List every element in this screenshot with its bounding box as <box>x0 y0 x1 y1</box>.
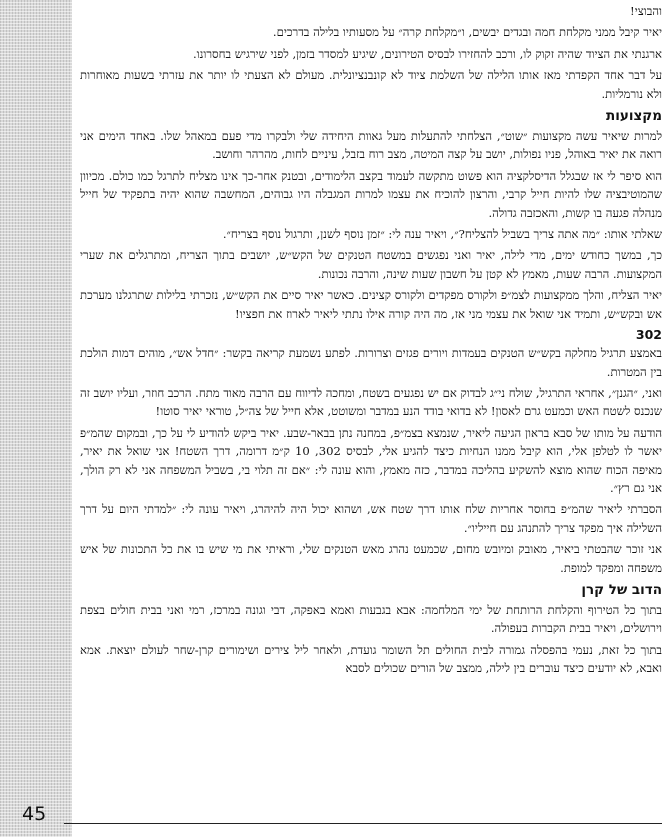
paragraph: הודעה על מותו של סבא בראון הגיעה ליאיר, שנמצא בצמ״פ, במחנה נתן בבאר-שבע. יאיר ביקש להודיע לי על כך, ובמקום שהמ״פ יאשר לו לטלפן אלי, הוא קיבל ממנו הנחיות כיצד להגיע אלי, לבסיס 302, 10 ק״מ דרומה, דרך השטח! אני שואל את יאיר, מאיפה הכוח שהוא מוצא להשקיע בהליכה במדבר, כזה מאמץ, והוא עונה לי: ״אם זה תלוי בי, בשביל המשפחה אני לא רק הולך, אני גם רץ״. <box>80 425 662 495</box>
paragraph: כך, במשך כחודש ימים, מדי לילה, יאיר ואני נפגשים במשטח הטנקים של הקש״ש, יושבים בתוך הצריח, ומתרגלים את שערי המקצועות. הרבה שעות, מאמץ לא קטן על חשבון שעות שינה, והרבה נכונות. <box>80 248 662 281</box>
footer-rule <box>64 823 662 824</box>
paragraph: הסברתי ליאיר שהמ״פ בחוסר אחריות שלח אותו דרך שטח אש, ושהוא יכול היה להיהרג, ויאיר עונה לי: ״למדתי היום על דרך השלילה איך מפקד צריך להתנהג עם חייליו״. <box>80 502 662 535</box>
paragraph: על דבר אחד הקפדתי מאז אותו הלילה של השלמת ציוד לא קונבנציונלית. מעולם לא הצעתי לו יותר את עזרתי בשעות מאוחרות ולא נורמליות. <box>80 68 662 101</box>
page-text-body <box>80 2 662 792</box>
page-number: 45 <box>22 803 47 825</box>
paragraph: ואני, ״הגנן״, אחראי התרגיל, שולח ני״ג לבדוק אם יש נפגעים בשטח, ומחכה לדיווח עם הרבה מאוד מתח. הרכב חוזר, ועליו יושב זה שנכנס לשטח האש וכמעט גרם לאסון! לא בדואי בודד הנע במדבר ומשוטט, אלא חייל של צה״ל, טוראי יאיר סוטו! <box>80 385 662 419</box>
paragraph: בתוך כל הטירוף והקלחת הרותחת של ימי המלחמה: אבא בגבעות ואמא באפקה, דבי וגונה במרכז, רמי ואני בבית חולים בצפת וירושלים, ויאיר בבית הקברות בעפולה. <box>80 602 662 636</box>
paragraph: למרות שיאיר עשה מקצועות ״שוט״, הצלחתי להתעלות מעל גאוות היחידה שלי ולבקרו מדי פעם במאהל שלו. באחד הימים אני רואה את יאיר באוהל, פניו נפולות, יושב על קצה המיטה, מצב רוח בזבל, עיניים לחות, מהרהר וחושב. <box>80 129 662 162</box>
paragraph: יאיר הצליח, והלך ממקצועות לצמ״פ ולקורס מפקדים ולקורס קצינים. כאשר יאיר סיים את הקש״ש, נזכרתי בלילות שתרגלנו מערכת אש ובקש״ש, ותמיד אני שואל את עצמי מני אז, מה היה קורה אילו נתתי ליאיר לארוז את חפציו! <box>80 288 662 321</box>
section-heading: הדוב של קרן <box>581 581 662 598</box>
paragraph: הוא סיפר לי אז שבגלל הדיסלקציה הוא פשוט מתקשה לעמוד בקצב הלימודים, ובטנק אחר-כך אינו מצליח לתרגל כמו כולם. מכיוון שהמוטיבציה שלו להיות חייל קרבי, והרצון להוכיח את עצמו למרות המגבלה היו גבוהים, המחשבה שהוא יהיה בתפקיד של חייל מנהלה פגעה בו קשות, והאכזבה גדולה. <box>80 168 662 220</box>
paragraph: אני זוכר שהבטתי ביאיר, מאובק ומיובש מחום, שכמעט נהרג מאש הטנקים שלי, וראיתי את מי שיש בו את כל התכונות של איש משפחה ומפקד למופת. <box>80 542 662 575</box>
paragraph: באמצע תרגיל מחלקה בקש״ש הטנקים בעמדות ויורים פגזים וצרורות. לפתע נשמעת קריאה בקשר: ״חדל אש״, מוהים דמות הולכת בין המטרות. <box>80 346 662 379</box>
paragraph: יאיר קיבל ממני מקלחת חמה ובגדים יבשים, ו״מקלחת קרה״ על מסעותיו בלילה בדרכים. <box>272 25 662 40</box>
book-binding-edge <box>0 0 72 837</box>
subsection-number: 302 <box>635 327 662 343</box>
paragraph: שאלתי אותו: ״מה אתה צריך בשביל להצליח?״, ויאיר ענה לי: ״זמן נוסף לשנן, ותרגול נוסף בצריח״. <box>222 227 662 242</box>
section-heading: מקצועות <box>605 108 662 125</box>
paragraph: בתוך כל זאת, נעמי בהפסלה גמורה לבית החולים תל השומר גועדת, ולאחר ליל צירים ושימורים קרן-שחר לעולם יוצאת. אמא ואבא, לא יודעים כיצד עוברים בין לילה, ממצב של הורים שכולים לסבא <box>80 642 662 676</box>
paragraph: והבוצי! <box>630 4 662 18</box>
paragraph: ארגנתי את הציוד שהיה זקוק לו, ורכב להחזירו לבסיס הטירונים, שיגיע למסדר בזמן, לפני שירגיש בחסרונו. <box>192 46 662 61</box>
